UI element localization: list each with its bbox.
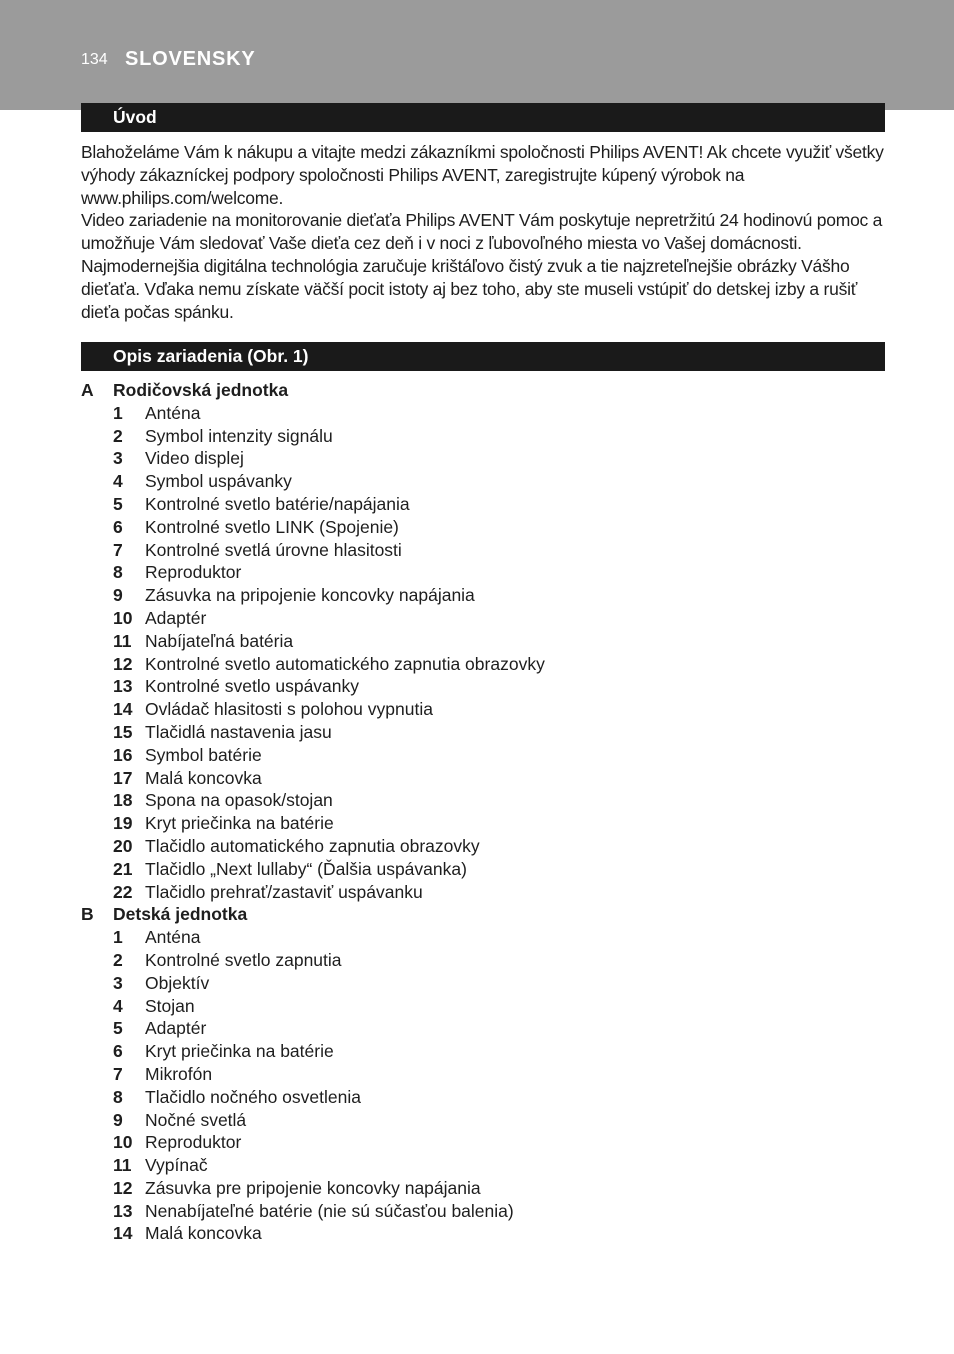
item-number: 22 bbox=[113, 881, 133, 902]
item-number: 21 bbox=[113, 858, 133, 879]
list-item bbox=[81, 470, 885, 493]
group-letter: A bbox=[81, 380, 94, 400]
item-number: 14 bbox=[113, 699, 133, 720]
item-label: Spona na opasok/stojan bbox=[145, 790, 333, 811]
page-number: 134 bbox=[81, 51, 108, 68]
item-number: 12 bbox=[113, 653, 133, 674]
item-label: Adaptér bbox=[145, 1018, 207, 1039]
list-item bbox=[81, 926, 885, 949]
item-number: 13 bbox=[113, 676, 133, 697]
item-number: 2 bbox=[113, 949, 123, 970]
item-number: 13 bbox=[113, 1200, 133, 1221]
item-number: 7 bbox=[113, 1063, 123, 1084]
list-item bbox=[81, 789, 885, 812]
list-item bbox=[81, 1063, 885, 1086]
list-item bbox=[81, 539, 885, 562]
list-item bbox=[81, 1086, 885, 1109]
item-number: 11 bbox=[113, 1155, 132, 1176]
section-heading-description: Opis zariadenia (Obr. 1) bbox=[81, 342, 885, 371]
item-label: Video displej bbox=[145, 448, 244, 469]
item-number: 20 bbox=[113, 835, 133, 856]
group-heading bbox=[81, 903, 885, 926]
item-number: 11 bbox=[113, 630, 132, 651]
item-label: Symbol batérie bbox=[145, 744, 262, 765]
item-label: Zásuvka pre pripojenie koncovky napájania bbox=[145, 1177, 481, 1198]
item-label: Mikrofón bbox=[145, 1063, 213, 1084]
list-item bbox=[81, 1040, 885, 1063]
item-number: 16 bbox=[113, 744, 133, 765]
list-item bbox=[81, 949, 885, 972]
list-item bbox=[81, 516, 885, 539]
item-label: Symbol intenzity signálu bbox=[145, 425, 333, 446]
item-number: 8 bbox=[113, 562, 123, 583]
list-item bbox=[81, 675, 885, 698]
item-number: 10 bbox=[113, 1132, 133, 1153]
item-label: Kontrolné svetlá úrovne hlasitosti bbox=[145, 539, 402, 560]
item-label: Kontrolné svetlo uspávanky bbox=[145, 676, 360, 697]
item-label: Tlačidlo „Next lullaby“ (Ďalšia uspávanka) bbox=[145, 858, 467, 879]
item-label: Symbol uspávanky bbox=[145, 471, 292, 492]
item-number: 1 bbox=[113, 402, 123, 423]
item-number: 14 bbox=[113, 1223, 133, 1244]
item-number: 6 bbox=[113, 1041, 123, 1062]
list-item bbox=[81, 1109, 885, 1132]
group-heading bbox=[81, 379, 885, 402]
list-item bbox=[81, 858, 885, 881]
item-label: Ovládač hlasitosti s polohou vypnutia bbox=[145, 699, 433, 720]
item-label: Adaptér bbox=[145, 607, 207, 628]
item-number: 3 bbox=[113, 972, 123, 993]
item-label: Nočné svetlá bbox=[145, 1109, 247, 1130]
list-item bbox=[81, 1017, 885, 1040]
list-item bbox=[81, 607, 885, 630]
item-label: Tlačidlo automatického zapnutia obrazovky bbox=[145, 835, 480, 856]
item-label: Reproduktor bbox=[145, 1132, 242, 1153]
intro-paragraph-1: Blahoželáme Vám k nákupu a vitajte medzi zákazníkmi spoločnosti Philips AVENT! Ak chcete využiť všetky výhody zákazníckej podpory spoločnosti Philips AVENT, zaregistrujte kúpený výrobok na www.philips.com/welcome. bbox=[81, 142, 884, 208]
item-label: Tlačidlá nastavenia jasu bbox=[145, 721, 332, 742]
list-item bbox=[81, 881, 885, 904]
list-item bbox=[81, 1222, 885, 1245]
item-label: Nenabíjateľné batérie (nie sú súčasťou balenia) bbox=[145, 1200, 514, 1221]
list-item bbox=[81, 721, 885, 744]
item-number: 15 bbox=[113, 721, 133, 742]
list-item bbox=[81, 744, 885, 767]
item-label: Objektív bbox=[145, 972, 210, 993]
language-title: SLOVENSKY bbox=[125, 48, 256, 70]
list-item bbox=[81, 1154, 885, 1177]
list-item bbox=[81, 1200, 885, 1223]
parts-list bbox=[81, 379, 885, 1245]
item-number: 12 bbox=[113, 1177, 133, 1198]
item-number: 17 bbox=[113, 767, 133, 788]
item-label: Kontrolné svetlo automatického zapnutia obrazovky bbox=[145, 653, 545, 674]
group-title: Detská jednotka bbox=[113, 904, 248, 925]
item-number: 5 bbox=[113, 493, 123, 514]
item-label: Malá koncovka bbox=[145, 1223, 262, 1244]
item-number: 6 bbox=[113, 516, 123, 537]
list-item bbox=[81, 767, 885, 790]
item-label: Tlačidlo nočného osvetlenia bbox=[145, 1086, 361, 1107]
item-label: Anténa bbox=[145, 402, 201, 423]
item-label: Nabíjateľná batéria bbox=[145, 630, 294, 651]
page-header bbox=[0, 0, 954, 110]
group-letter: B bbox=[81, 904, 94, 925]
list-item bbox=[81, 630, 885, 653]
item-label: Reproduktor bbox=[145, 562, 242, 583]
item-label: Stojan bbox=[145, 995, 195, 1016]
item-number: 5 bbox=[113, 1018, 123, 1039]
item-number: 2 bbox=[113, 425, 123, 446]
item-number: 9 bbox=[113, 585, 123, 606]
item-label: Kontrolné svetlo LINK (Spojenie) bbox=[145, 516, 399, 537]
list-item bbox=[81, 698, 885, 721]
item-label: Anténa bbox=[145, 927, 201, 948]
item-number: 10 bbox=[113, 607, 133, 628]
item-number: 3 bbox=[113, 448, 123, 469]
list-item bbox=[81, 561, 885, 584]
list-item bbox=[81, 584, 885, 607]
item-number: 4 bbox=[113, 995, 123, 1016]
item-label: Zásuvka na pripojenie koncovky napájania bbox=[145, 585, 475, 606]
intro-text bbox=[81, 141, 885, 323]
list-item bbox=[81, 447, 885, 470]
item-number: 4 bbox=[113, 471, 123, 492]
item-label: Kryt priečinka na batérie bbox=[145, 1041, 334, 1062]
item-label: Vypínač bbox=[145, 1155, 208, 1176]
list-item bbox=[81, 402, 885, 425]
list-item bbox=[81, 835, 885, 858]
item-label: Tlačidlo prehrať/zastaviť uspávanku bbox=[145, 881, 423, 902]
item-number: 1 bbox=[113, 927, 123, 948]
item-label: Malá koncovka bbox=[145, 767, 262, 788]
item-label: Kontrolné svetlo zapnutia bbox=[145, 949, 342, 970]
item-number: 7 bbox=[113, 539, 123, 560]
item-number: 19 bbox=[113, 813, 133, 834]
list-item bbox=[81, 493, 885, 516]
item-number: 18 bbox=[113, 790, 133, 811]
group-title: Rodičovská jednotka bbox=[113, 380, 289, 400]
list-item bbox=[81, 1131, 885, 1154]
section-heading-intro: Úvod bbox=[81, 103, 885, 132]
list-item bbox=[81, 995, 885, 1018]
list-item bbox=[81, 653, 885, 676]
item-number: 8 bbox=[113, 1086, 123, 1107]
list-item bbox=[81, 1177, 885, 1200]
item-label: Kontrolné svetlo batérie/napájania bbox=[145, 493, 410, 514]
list-item bbox=[81, 972, 885, 995]
list-item bbox=[81, 425, 885, 448]
list-item bbox=[81, 812, 885, 835]
item-label: Kryt priečinka na batérie bbox=[145, 813, 334, 834]
item-number: 9 bbox=[113, 1109, 123, 1130]
intro-paragraph-2: Video zariadenie na monitorovanie dieťaťa Philips AVENT Vám poskytuje nepretržitú 24 hodinovú pomoc a umožňuje Vám sledovať Vaše dieťa cez deň i v noci z ľubovoľného miesta vo Vašej domácnosti. Najmodernejšia digitálna technológia zaručuje krištáľovo čistý zvuk a tie najzreteľnejšie obrázky Vášho dieťaťa. Vďaka nemu získate väčší pocit istoty aj bez toho, aby ste museli vstúpiť do detskej izby a rušiť dieťa počas spánku. bbox=[81, 210, 883, 322]
